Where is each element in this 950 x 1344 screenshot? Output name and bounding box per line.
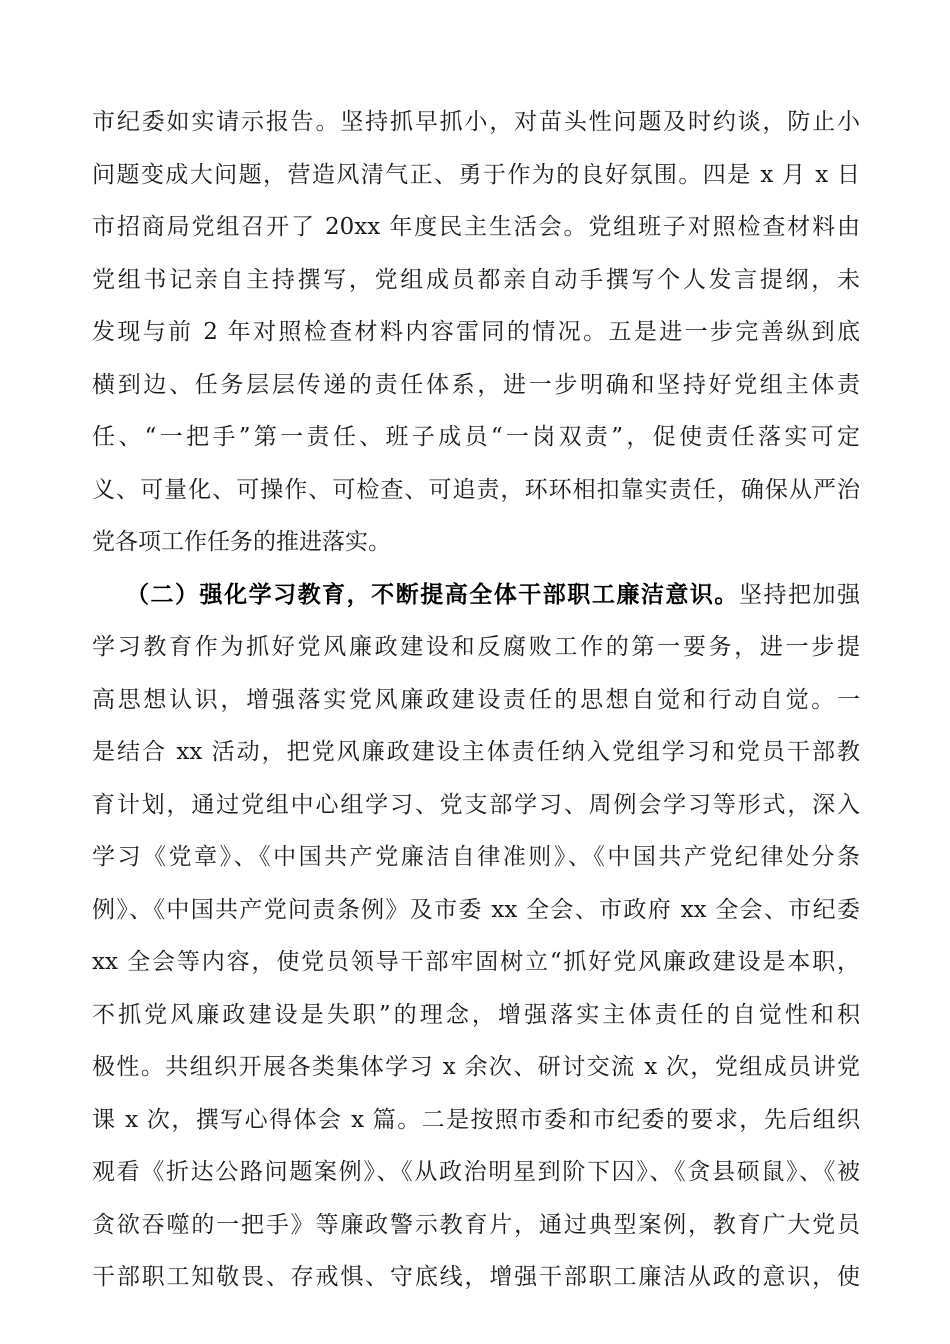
paragraph2-line-7: 例》、《中国共产党问责条例》及市委 xx 全会、市政府 xx 全会、市纪委	[92, 897, 860, 923]
paragraph1-line-1: 市纪委如实请示报告。坚持抓早抓小，对苗头性问题及时约谈，防止小	[92, 109, 860, 135]
paragraph1-line-7: 任、“一把手”第一责任、班子成员“一岗双责”，促使责任落实可定	[92, 424, 860, 450]
paragraph2-line-12: 观看《折达公路问题案例》、《从政治明星到阶下囚》、《贪县硕鼠》、《被	[92, 1159, 860, 1185]
paragraph1-line-8: 义、可量化、可操作、可检查、可追责，环环相扣靠实责任，确保从严治	[92, 477, 860, 503]
paragraph2-line-11: 课 x 次，撰写心得体会 x 篇。二是按照市委和市纪委的要求，先后组织	[92, 1107, 860, 1133]
paragraph2-line-6: 学习《党章》、《中国共产党廉洁自律准则》、《中国共产党纪律处分条	[92, 844, 860, 870]
paragraph2-line-2: 学习教育作为抓好党风廉政建设和反腐败工作的第一要务，进一步提	[92, 634, 860, 660]
paragraph2-line-13: 贪欲吞噬的一把手》等廉政警示教育片，通过典型案例，教育广大党员	[92, 1212, 860, 1238]
paragraph1-line-4: 党组书记亲自主持撰写，党组成员都亲自动手撰写个人发言提纲，未	[92, 267, 860, 293]
paragraph2-line-8: xx 全会等内容，使党员领导干部牢固树立“抓好党风廉政建设是本职，	[92, 949, 860, 975]
paragraph2-line-10: 极性。共组织开展各类集体学习 x 余次、研讨交流 x 次，党组成员讲党	[92, 1054, 860, 1080]
paragraph1-line-9: 党各项工作任务的推进落实。	[92, 529, 391, 555]
paragraph2-line-5: 育计划，通过党组中心组学习、党支部学习、周例会学习等形式，深入	[92, 792, 860, 818]
paragraph1-line-6: 横到边、任务层层传递的责任体系，进一步明确和坚持好党组主体责	[92, 372, 860, 398]
paragraph1-line-3: 市招商局党组召开了 20xx 年度民主生活会。党组班子对照检查材料由	[92, 214, 860, 240]
paragraph2-first-line-rest: 坚持把加强	[738, 582, 860, 608]
paragraph2-first-line	[126, 575, 860, 615]
paragraph2-line-3: 高思想认识，增强落实党风廉政建设责任的思想自觉和行动自觉。一	[92, 687, 860, 713]
section-heading: （二）强化学习教育，不断提高全体干部职工廉洁意识。	[126, 582, 739, 608]
paragraph2-line-14: 干部职工知敬畏、存戒惧、守底线，增强干部职工廉洁从政的意识，使	[92, 1264, 860, 1290]
paragraph1-line-5: 发现与前 2 年对照检查材料内容雷同的情况。五是进一步完善纵到底	[92, 319, 860, 345]
paragraph2-line-9: 不抓党风廉政建设是失职”的理念，增强落实主体责任的自觉性和积	[92, 1002, 860, 1028]
paragraph1-line-2: 问题变成大问题，营造风清气正、勇于作为的良好氛围。四是 x 月 x 日	[92, 162, 860, 188]
paragraph2-line-4: 是结合 xx 活动，把党风廉政建设主体责任纳入党组学习和党员干部教	[92, 739, 860, 765]
